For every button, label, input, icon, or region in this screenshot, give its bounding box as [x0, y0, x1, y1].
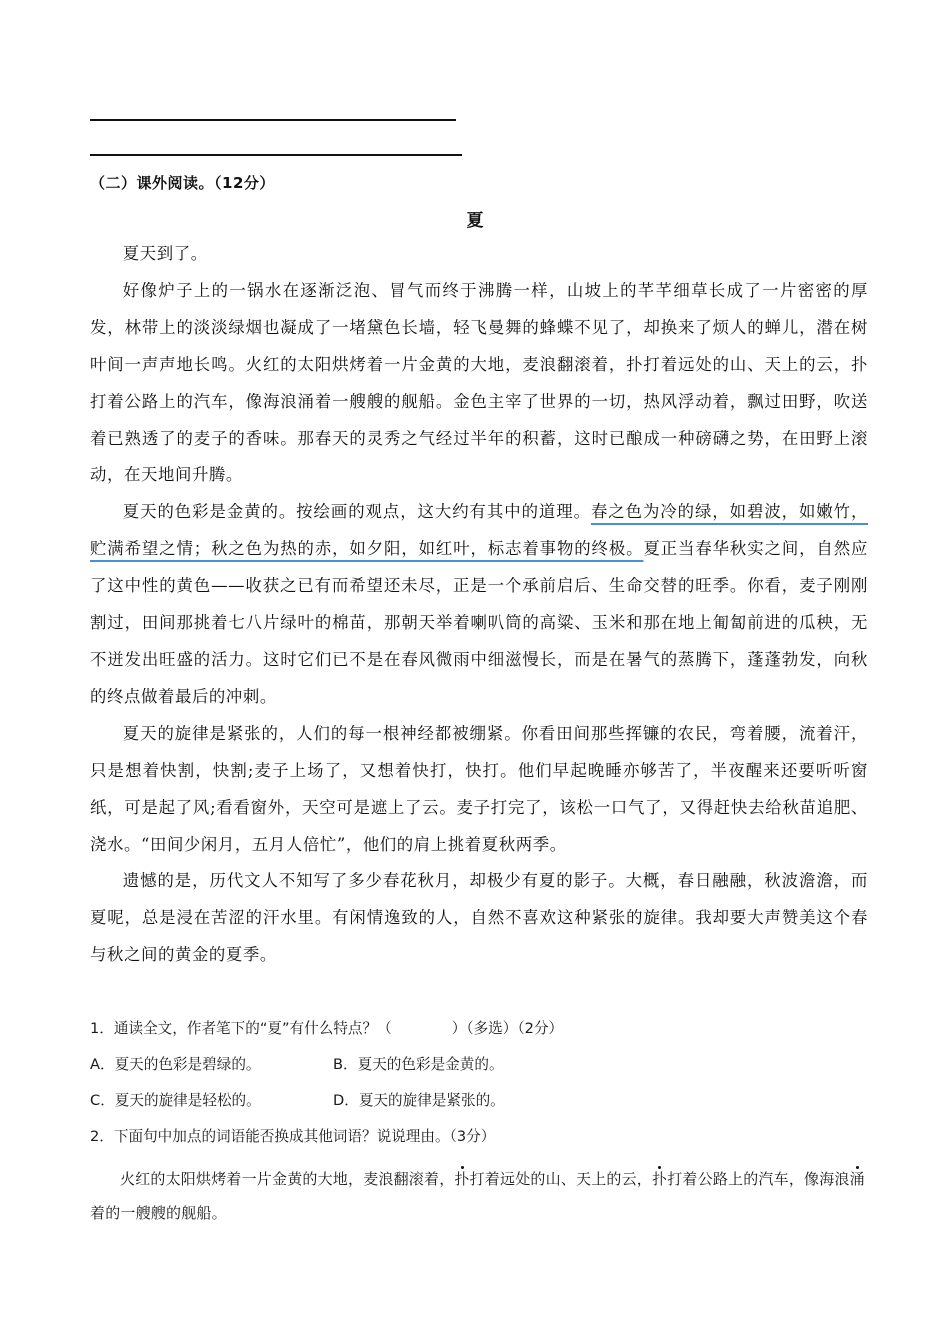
section-heading: （二）课外阅读。（12分） [90, 174, 275, 192]
emphasized-word-3: 涌 [849, 1170, 865, 1188]
emphasized-word-1: 扑 [454, 1170, 470, 1188]
essay-paragraph-3 [90, 494, 868, 715]
questions-section [90, 1014, 870, 1230]
essay-paragraph-5: 遗憾的是，历代文人不知写了多少春花秋月，却极少有夏的影子。大概，春日融融，秋波澹澹，而夏呢，总是浸在苦涩的汗水里。有闲情逸致的人，自然不喜欢这种紧张的旋律。我却要大声赞美这个春与秋之间的黄金的夏季。 [90, 871, 868, 965]
question-2-passage: 火红的太阳烘烤着一片金黄的大地，麦浪翻滚着，扑打着远处的山、天上的云，扑打着公路上的汽车，像海浪涌着的一艘艘的舰船。 [90, 1170, 865, 1222]
option-b[interactable]: B．夏天的色彩是金黄的。 [333, 1056, 504, 1073]
essay-title: 夏 [466, 211, 484, 231]
question-1-options-row-1 [90, 1050, 870, 1086]
p3-text-after: 夏正当春华秋实之间，自然应了这中性的黄色——收获之已有而希望还未尽，正是一个承前启后、生命交替的旺季。你看，麦子刚刚割过，田间那挑着七八片绿叶的棉苗，那朝天举着喇叭筒的高粱、玉米和那在地上匍匐前进的瓜秧，无不迸发出旺盛的活力。这时它们已不是在春风微雨中细滋慢长，而是在暑气的蒸腾下，蓬蓬勃发，向秋的终点做着最后的冲刺。 [90, 539, 868, 706]
essay-body [90, 236, 868, 974]
emphasized-word-2: 扑 [652, 1170, 668, 1188]
p3-text-before: 夏天的色彩是金黄的。按绘画的观点，这大约有其中的道理。 [122, 502, 591, 522]
essay-paragraph-4: 夏天的旋律是紧张的，人们的每一根神经都被绷紧。你看田间那些挥镰的农民，弯着腰，流着汗，只是想着快割，快割;麦子上场了，又想着快打，快打。他们早起晚睡亦够苦了，半夜醒来还要听听窗纸，可是起了风;看看窗外，天空可是遮上了云。麦子打完了，该松一口气了，又得赶快去给秋苗追肥、浇水。“田间少闲月，五月人倍忙”，他们的肩上挑着夏秋两季。 [90, 723, 868, 854]
question-2-stem: 2．下面句中加点的词语能否换成其他词语？说说理由。（3分） [90, 1128, 496, 1145]
option-c[interactable]: C．夏天的旋律是轻松的。 [90, 1092, 261, 1109]
essay-paragraph-2: 好像炉子上的一锅水在逐渐泛泡、冒气而终于沸腾一样，山坡上的芊芊细草长成了一片密密的厚发，林带上的淡淡绿烟也凝成了一堵黛色长墙，轻飞曼舞的蜂蝶不见了，却换来了烦人的蝉儿，潜在树叶间一声声地长鸣。火红的太阳烘烤着一片金黄的大地，麦浪翻滚着，扑打着远处的山、天上的云，扑打着公路上的汽车，像海浪涌着一艘艘的舰船。金色主宰了世界的一切，热风浮动着，飘过田野，吹送着已熟透了的麦子的香味。那春天的灵秀之气经过半年的积蓄，这时已酿成一种磅礴之势，在田野上滚动，在天地间升腾。 [90, 280, 868, 485]
question-1-options-row-2 [90, 1086, 870, 1122]
essay-paragraph-1: 夏天到了。 [122, 244, 208, 263]
p3-underlined-sentence: 春之色为冷的绿，如碧波，如嫩竹，贮满希望之情；秋之色为热的赤，如夕阳，如红叶，标志着事物的终极。 [90, 502, 868, 559]
option-a[interactable]: A．夏天的色彩是碧绿的。 [90, 1056, 261, 1073]
option-d[interactable]: D．夏天的旋律是紧张的。 [333, 1092, 505, 1109]
answer-line-2 [90, 154, 462, 156]
answer-line-1 [90, 119, 456, 121]
question-1-stem: 1．通读全文，作者笔下的“夏”有什么特点？（ ）（多选）（2分） [90, 1020, 564, 1037]
